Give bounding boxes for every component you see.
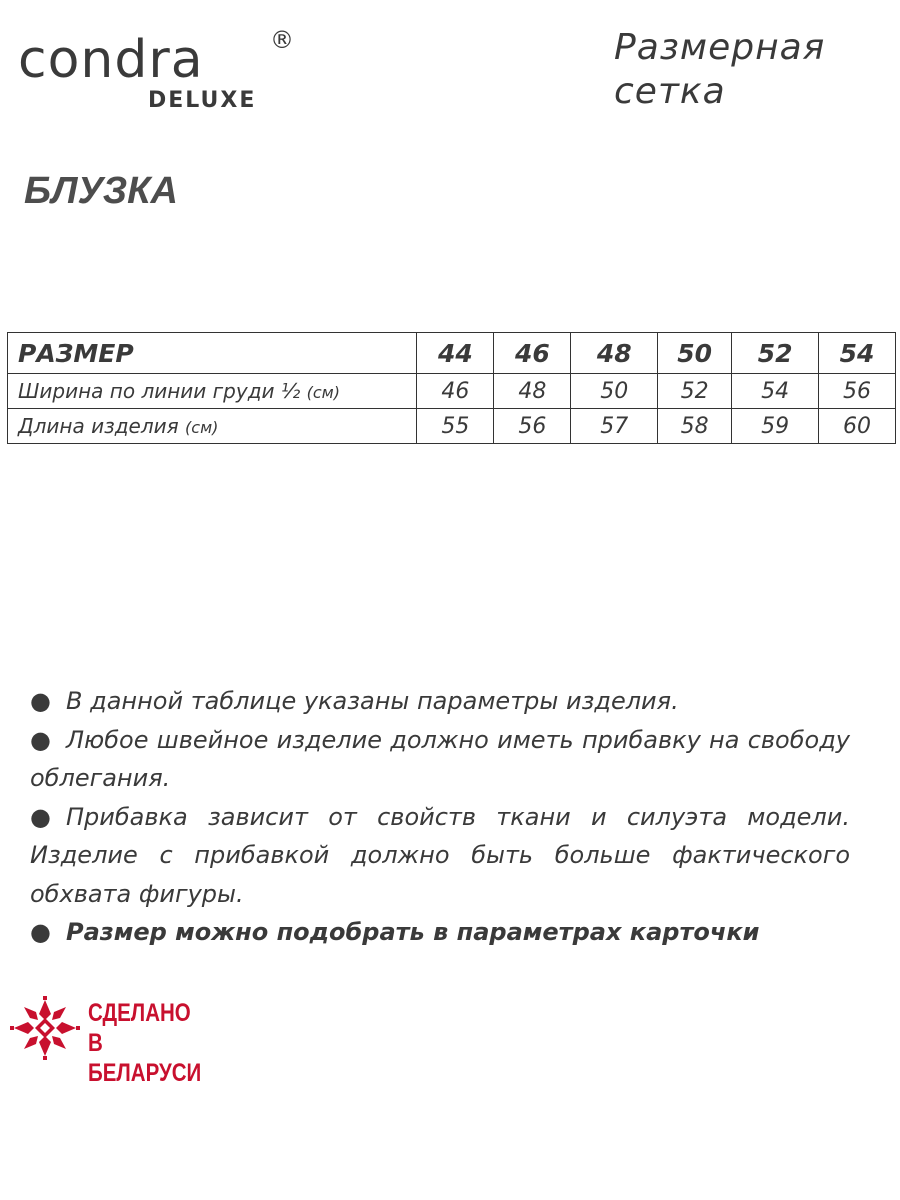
table-cell: 56 <box>494 409 571 444</box>
title-line-2: сетка <box>614 71 726 112</box>
size-cell: 48 <box>571 333 658 374</box>
note-text: Прибавка зависит от свойств ткани и силуэта модели. Изделие с прибавкой должно быть больше фактического обхвата фигуры. <box>30 802 850 908</box>
brand-name: condra <box>18 30 204 90</box>
table-cell: 55 <box>417 409 494 444</box>
table-cell: 46 <box>417 374 494 409</box>
size-cell: 50 <box>658 333 732 374</box>
table-cell: 60 <box>819 409 896 444</box>
size-cell: 44 <box>417 333 494 374</box>
table-cell: 58 <box>658 409 732 444</box>
note-text: Любое швейное изделие должно иметь прибавку на свободу облегания. <box>30 725 850 792</box>
notes-list <box>30 682 850 952</box>
table-cell: 56 <box>819 374 896 409</box>
ornament-icon <box>10 996 80 1060</box>
table-row <box>8 374 896 409</box>
product-name: БЛУЗКА <box>24 170 178 212</box>
row-label-text: Длина изделия <box>18 414 179 438</box>
row-unit: (см) <box>185 418 219 437</box>
bullet-icon: ● <box>30 725 51 754</box>
table-row <box>8 409 896 444</box>
table-cell: 48 <box>494 374 571 409</box>
table-cell: 59 <box>732 409 819 444</box>
list-item <box>30 798 850 914</box>
note-text: В данной таблице указаны параметры изделия. <box>66 687 679 715</box>
row-unit: (см) <box>306 383 340 402</box>
list-item <box>30 913 850 952</box>
table-header-row <box>8 333 896 374</box>
table-cell: 57 <box>571 409 658 444</box>
page-title <box>614 26 884 114</box>
size-cell: 52 <box>732 333 819 374</box>
bullet-icon: ● <box>30 918 51 946</box>
table-cell: 52 <box>658 374 732 409</box>
note-text: Размер можно подобрать в параметрах карточки <box>66 918 760 946</box>
registered-mark: ® <box>270 26 294 54</box>
brand-logo <box>18 26 308 115</box>
badge-line-2: В БЕЛАРУСИ <box>88 1029 202 1087</box>
size-header-label: РАЗМЕР <box>8 333 417 374</box>
badge-line-1: СДЕЛАНО <box>88 999 191 1027</box>
size-cell: 54 <box>819 333 896 374</box>
made-in-belarus-badge <box>10 996 240 1087</box>
title-line-1: Размерная <box>614 27 826 68</box>
row-label-text: Ширина по линии груди ½ <box>18 379 301 403</box>
row-label <box>8 374 417 409</box>
bullet-icon: ● <box>30 687 51 715</box>
size-cell: 46 <box>494 333 571 374</box>
bullet-icon: ● <box>30 802 51 831</box>
list-item <box>30 721 850 798</box>
table-cell: 50 <box>571 374 658 409</box>
badge-text <box>88 998 213 1088</box>
row-label <box>8 409 417 444</box>
table-cell: 54 <box>732 374 819 409</box>
list-item <box>30 682 850 721</box>
brand-sub: DELUXE <box>148 88 257 113</box>
size-table <box>7 332 896 444</box>
